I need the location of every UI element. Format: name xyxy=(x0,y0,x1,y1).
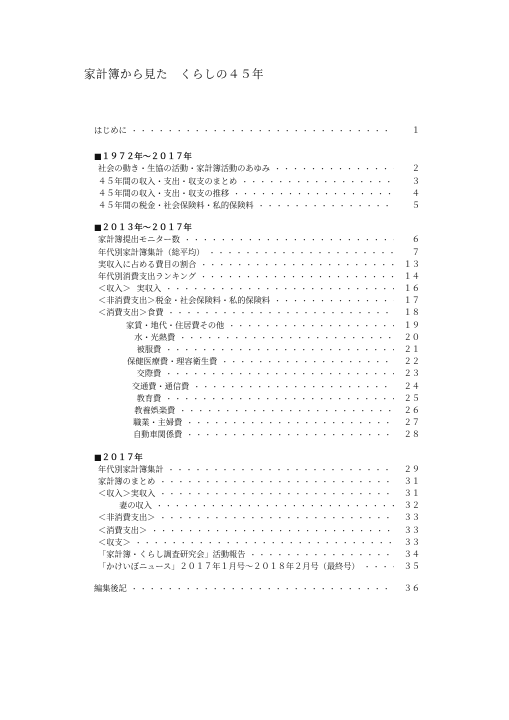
toc-page-number: ３３ xyxy=(403,536,420,547)
toc-label: 交通費・通信費 xyxy=(131,380,190,391)
toc-entry[interactable] xyxy=(94,162,420,174)
toc-entry-ranking[interactable] xyxy=(94,404,420,416)
toc-label: 実収入 xyxy=(130,488,156,499)
toc-entry[interactable] xyxy=(94,270,420,282)
toc-label: 保健医療費・理容衛生費 xyxy=(127,356,218,367)
toc-label: 被服費 xyxy=(136,344,162,354)
toc-label: 教育費 xyxy=(136,392,162,403)
toc-label: 自動車関係費 xyxy=(133,429,183,440)
toc-entry[interactable] xyxy=(94,536,420,548)
toc-page-number: ２ xyxy=(411,163,420,174)
dot-leader xyxy=(156,500,394,512)
toc-entry-ranking[interactable] xyxy=(94,343,420,355)
toc-entry-ranking[interactable] xyxy=(94,392,420,404)
toc-label: ＜収支＞ xyxy=(98,536,131,547)
toc-label: 編集後記 xyxy=(94,583,127,594)
toc-page-number: ３４ xyxy=(403,549,420,559)
toc-entry[interactable] xyxy=(94,233,420,245)
toc-entry-afterword[interactable] xyxy=(94,582,420,594)
toc-page-number: ６ xyxy=(411,234,420,245)
dot-leader xyxy=(184,234,394,246)
section-heading-1972-2017: ■１９７２年〜２０１７年 xyxy=(94,151,192,162)
toc-page-number: ３１ xyxy=(403,475,420,486)
toc-label: 実収入に占める費目の割合 xyxy=(98,258,197,269)
toc-entry-ranking[interactable] xyxy=(94,282,420,294)
toc-label: 教養娯楽費 xyxy=(134,404,176,415)
dot-leader xyxy=(228,320,394,332)
toc-entry-income[interactable] xyxy=(94,487,420,499)
toc-entry-ranking[interactable] xyxy=(94,294,420,306)
dot-leader xyxy=(193,381,394,393)
toc-page-number: ３２ xyxy=(403,500,420,511)
dot-leader xyxy=(179,405,394,417)
dot-leader xyxy=(165,393,394,405)
toc-entry-ranking[interactable] xyxy=(94,355,420,367)
toc-label: 職業・主婦費 xyxy=(133,417,183,428)
toc-page-number: ３３ xyxy=(403,524,420,535)
toc-entry-ranking[interactable] xyxy=(94,331,420,343)
toc-page-number: ４ xyxy=(411,187,420,198)
toc-entry[interactable] xyxy=(94,246,420,258)
toc-label: 税金・社会保険料・私的保険料 xyxy=(155,295,270,306)
dot-leader xyxy=(200,259,394,271)
toc-page-number: ２９ xyxy=(403,463,420,474)
toc-entry-ranking[interactable] xyxy=(94,428,420,440)
toc-label: はじめに xyxy=(94,125,127,135)
toc-page-number: ３３ xyxy=(403,512,420,523)
toc-entry-ranking[interactable] xyxy=(94,319,420,331)
toc-label: ＜非消費支出＞ xyxy=(98,512,156,523)
toc-page-number: ２８ xyxy=(403,429,420,440)
toc-page-number: ２４ xyxy=(403,380,420,391)
toc-page-number: ２７ xyxy=(403,417,420,428)
toc-label: 実収入 xyxy=(136,283,162,294)
toc-page-number: ３５ xyxy=(403,561,420,572)
toc-entry[interactable] xyxy=(94,175,420,187)
toc-label: 家計簿のまとめ xyxy=(98,475,156,486)
dot-leader xyxy=(159,476,394,488)
toc-page-number: ２０ xyxy=(403,331,420,342)
toc-page-number: ２５ xyxy=(403,392,420,403)
section-heading-2017: ■２０１７年 xyxy=(94,451,143,462)
toc-page-number: １４ xyxy=(403,270,420,281)
toc-label: ＜消費支出＞ xyxy=(98,524,148,535)
page-title: 家計簿から見た くらしの４５年 xyxy=(84,67,264,81)
toc-category: ＜非消費支出＞ xyxy=(98,295,156,306)
toc-category: ＜消費支出＞ xyxy=(98,307,148,318)
dot-leader xyxy=(159,488,394,500)
section-heading-2013-2017: ■２０１３年〜２０１７年 xyxy=(94,222,192,233)
dot-leader xyxy=(131,125,394,137)
toc-label: ４５年間の収入・支出・収支の推移 xyxy=(98,187,230,198)
toc-entry-income[interactable] xyxy=(94,499,420,511)
toc-page-number: ２３ xyxy=(403,368,420,379)
toc-page-number: １８ xyxy=(403,307,420,318)
toc-category: ＜収入＞ xyxy=(98,488,131,499)
dot-leader xyxy=(208,247,394,259)
dot-leader xyxy=(364,561,394,573)
toc-page-number: ２６ xyxy=(403,404,420,415)
dot-leader xyxy=(179,332,394,344)
dot-leader xyxy=(186,429,394,441)
toc-page-number: １７ xyxy=(403,295,420,306)
toc-entry[interactable] xyxy=(94,511,420,523)
toc-page-number: ７ xyxy=(411,246,420,257)
dot-leader xyxy=(159,512,394,524)
toc-page-number: １６ xyxy=(403,283,420,294)
toc-label: 年代別消費支出ランキング xyxy=(98,270,197,281)
toc-label: 「かけいぼニュース」２０１７年１月号〜２０１８年２月号（最終号） xyxy=(98,561,360,572)
toc-entry[interactable] xyxy=(94,258,420,270)
dot-leader xyxy=(165,368,394,380)
toc-label: 妻の収入 xyxy=(119,500,152,511)
toc-entry[interactable] xyxy=(94,463,420,475)
toc-label: 家賃・地代・住居費その他 xyxy=(125,319,225,330)
toc-label: 食費 xyxy=(147,307,164,318)
toc-page-number: １３ xyxy=(403,258,420,269)
toc-label: 年代別家計簿集計 xyxy=(98,463,164,474)
toc-page-number: ５ xyxy=(411,199,420,210)
toc-label: ４５年間の収入・支出・収支のまとめ xyxy=(98,175,238,186)
toc-page-number: １ xyxy=(411,125,420,135)
toc-label: 家計簿提出モニター数 xyxy=(98,234,180,245)
toc-label: ４５年間の税金・社会保険料・私的保険料 xyxy=(98,199,254,210)
dot-leader xyxy=(186,417,394,429)
toc-entry-ranking[interactable] xyxy=(94,306,420,318)
toc-entry[interactable] xyxy=(94,199,420,211)
table-of-contents xyxy=(94,124,420,595)
dot-leader xyxy=(131,583,394,595)
toc-entry[interactable] xyxy=(94,187,420,199)
dot-leader xyxy=(200,271,394,283)
toc-entry[interactable] xyxy=(94,524,420,536)
dot-leader xyxy=(241,176,394,188)
toc-page-number: ３１ xyxy=(403,488,420,499)
toc-label: 交際費 xyxy=(136,368,162,379)
toc-entry-intro[interactable] xyxy=(94,124,420,136)
toc-entry-ranking[interactable] xyxy=(94,416,420,428)
toc-entry[interactable] xyxy=(94,548,420,560)
dot-leader xyxy=(274,163,394,175)
toc-label: 年代別家計簿集計（総平均） xyxy=(98,246,205,257)
toc-page-number: ３６ xyxy=(403,583,420,594)
toc-category: ＜収入＞ xyxy=(98,283,131,294)
dot-leader xyxy=(168,464,394,476)
dot-leader xyxy=(221,356,394,368)
toc-label: 水・光熱費 xyxy=(134,331,176,342)
dot-leader xyxy=(258,200,394,212)
toc-entry[interactable] xyxy=(94,560,420,572)
toc-page-number: ３ xyxy=(411,175,420,186)
dot-leader xyxy=(233,188,394,200)
dot-leader xyxy=(151,525,394,537)
dot-leader xyxy=(274,295,394,307)
toc-label: 「家計簿・くらし調査研究会」活動報告 xyxy=(98,549,246,559)
toc-page-number: １９ xyxy=(403,319,420,330)
toc-page-number: ２２ xyxy=(403,356,420,367)
toc-page-number: ２１ xyxy=(403,344,420,354)
toc-entry-ranking[interactable] xyxy=(94,380,420,392)
toc-entry[interactable] xyxy=(94,475,420,487)
toc-entry-ranking[interactable] xyxy=(94,367,420,379)
toc-label: 社会の動き・生協の活動・家計簿活動のあゆみ xyxy=(98,163,270,174)
